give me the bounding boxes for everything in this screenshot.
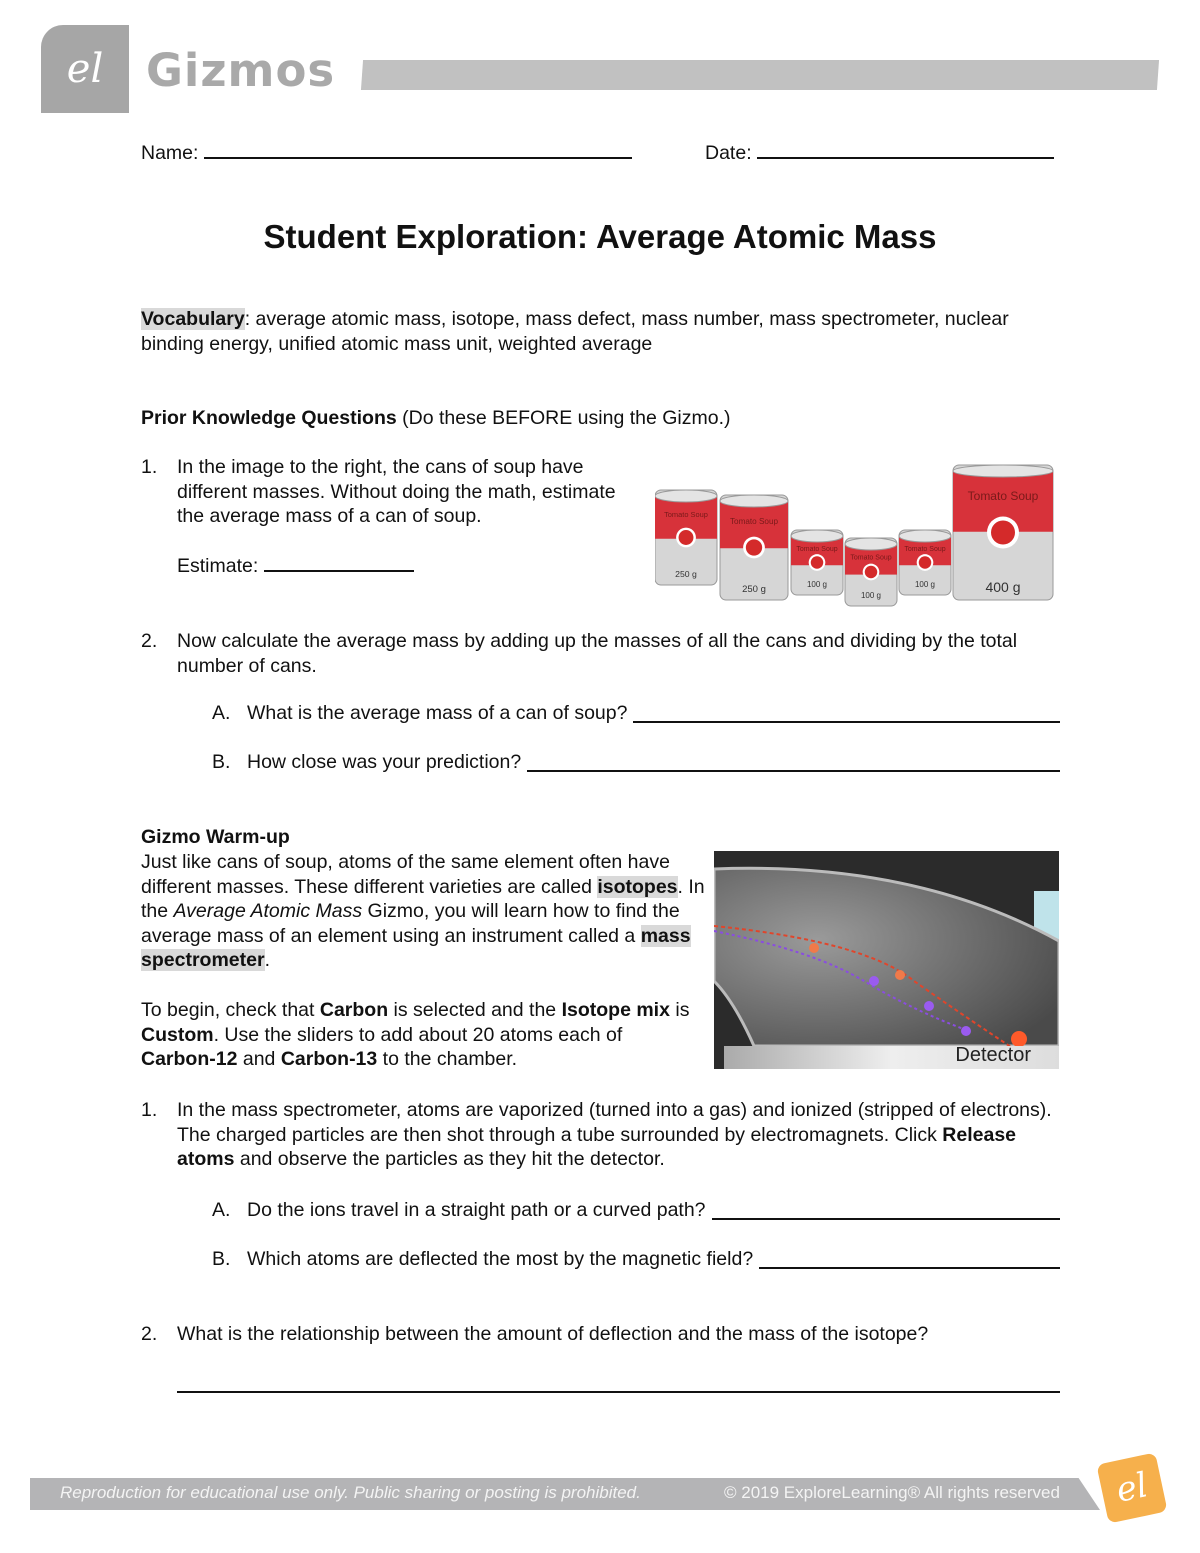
prior-q2a[interactable] [247, 701, 1060, 726]
text: Gizmo, you will learn how to find the average mass of an element using an instrument called a [141, 900, 680, 947]
text: is selected and the [388, 999, 562, 1021]
soup-cans-image [655, 460, 1055, 610]
can-label: Tomato Soup [796, 546, 838, 553]
vocabulary [141, 307, 1051, 356]
text: Just like cans of soup, atoms of the same element often have different masses. These different varieties are called [141, 851, 670, 898]
prior-heading: Prior Knowledge Questions [141, 407, 397, 429]
gizmo-name: Average Atomic Mass [173, 900, 363, 923]
bold-text: Custom [141, 1023, 214, 1046]
release-atoms-ref: Release atoms [177, 1123, 1017, 1171]
el-logo-mark: el [66, 46, 104, 92]
warmup-q1-number: 1. [141, 1099, 158, 1121]
warmup-q2-text: What is the relationship between the amount of deflection and the mass of the isotope? [177, 1323, 929, 1345]
text: is [669, 999, 690, 1021]
warmup-q1b-text: Which atoms are deflected the most by the magnetic field? [247, 1248, 754, 1270]
vocabulary-terms: : average atomic mass, isotope, mass defect, mass number, mass spectrometer, nuclear binding energy, unified atomic mass unit, weighted average [141, 308, 1009, 355]
spectrometer-illustration [714, 851, 1059, 1069]
prior-q2-number: 2. [141, 630, 158, 652]
can-label: Tomato Soup [850, 554, 892, 562]
el-footer-logo [1096, 1452, 1167, 1523]
prior-heading-note: (Do these BEFORE using the Gizmo.) [396, 407, 731, 429]
warmup-q1a[interactable] [247, 1198, 1060, 1223]
detector-label: Detector [955, 1044, 1031, 1066]
can-mass: 250 g [742, 584, 766, 595]
can-mass: 100 g [806, 580, 828, 589]
warmup-q2-number: 2. [141, 1323, 158, 1345]
footer-copyright: © 2019 ExploreLearning® All rights reserved [724, 1483, 1060, 1502]
can-label: Tomato Soup [967, 489, 1039, 503]
prior-q2b[interactable] [247, 750, 1060, 775]
estimate-label: Estimate: [177, 555, 259, 577]
prior-q2b-letter: B. [212, 751, 231, 773]
can-label: Tomato Soup [729, 517, 779, 526]
can-label: Tomato Soup [904, 546, 946, 553]
warmup-heading: Gizmo Warm-up [141, 826, 290, 848]
el-footer-mark: el [1112, 1465, 1152, 1511]
text: and [237, 1048, 281, 1071]
warmup-q1a-text: Do the ions travel in a straight path or a curved path? [247, 1199, 706, 1221]
warmup-q2-answer-line[interactable] [177, 1391, 1060, 1393]
warmup-q1b-letter: B. [212, 1248, 231, 1270]
warmup-paragraph-1 [141, 850, 706, 973]
name-field[interactable] [141, 142, 632, 165]
term-isotopes: isotopes [597, 875, 678, 898]
bold-text: Carbon-12 [141, 1048, 238, 1071]
text: and observe the particles as they hit the detector. [234, 1148, 665, 1171]
bold-text: Carbon-13 [280, 1048, 378, 1071]
can-mass: 250 g [675, 569, 697, 579]
estimate-field[interactable] [177, 555, 414, 578]
prior-q2a-text: What is the average mass of a can of soup? [247, 702, 628, 724]
text: to the chamber. [377, 1048, 518, 1071]
warmup-q1a-letter: A. [212, 1199, 231, 1221]
prior-q2a-letter: A. [212, 702, 231, 724]
warmup-q1-text [177, 1098, 1057, 1172]
bold-text: Carbon [319, 999, 389, 1021]
prior-knowledge-heading [141, 406, 731, 431]
name-label: Name: [141, 142, 199, 164]
page-title: Student Exploration: Average Atomic Mass [263, 218, 937, 255]
vocabulary-label: Vocabulary [141, 308, 245, 330]
footer-disclaimer: Reproduction for educational use only. Public sharing or posting is prohibited. [60, 1483, 641, 1502]
text: To begin, check that [141, 999, 320, 1021]
text: In the mass spectrometer, atoms are vaporized (turned into a gas) and ionized (stripped of electrons). The charged particles are then shot through a tube surrounded by electromagnets. Click [177, 1099, 1052, 1146]
prior-q2-text: Now calculate the average mass by adding up the masses of all the cans and dividing by the total number of cans. [177, 630, 1018, 677]
can-mass: 100 g [860, 591, 882, 600]
can-mass: 100 g [914, 580, 936, 589]
warmup-paragraph-2 [141, 998, 696, 1072]
prior-q1-text: In the image to the right, the cans of soup have different masses. Without doing the math, estimate the average mass of a can of soup. [177, 456, 616, 528]
date-label: Date: [705, 142, 752, 164]
text: . Use the sliders to add about 20 atoms each of [213, 1023, 623, 1046]
date-field[interactable] [705, 142, 1054, 165]
text: . In the [141, 875, 705, 923]
can-label: Tomato Soup [664, 510, 708, 519]
gizmos-logo-text: Gizmos [146, 44, 336, 97]
prior-q1-number: 1. [141, 456, 158, 478]
header-bar [361, 60, 1159, 90]
prior-q2b-text: How close was your prediction? [247, 751, 522, 773]
warmup-q1b[interactable] [247, 1247, 1060, 1272]
can-mass: 400 g [985, 579, 1021, 595]
el-logo-badge [41, 25, 129, 113]
mass-spectrometer-image [714, 851, 1059, 1069]
term-mass-spectrometer: mass spectrometer [141, 924, 691, 972]
bold-text: Isotope mix [561, 999, 670, 1021]
text: . [264, 949, 270, 972]
